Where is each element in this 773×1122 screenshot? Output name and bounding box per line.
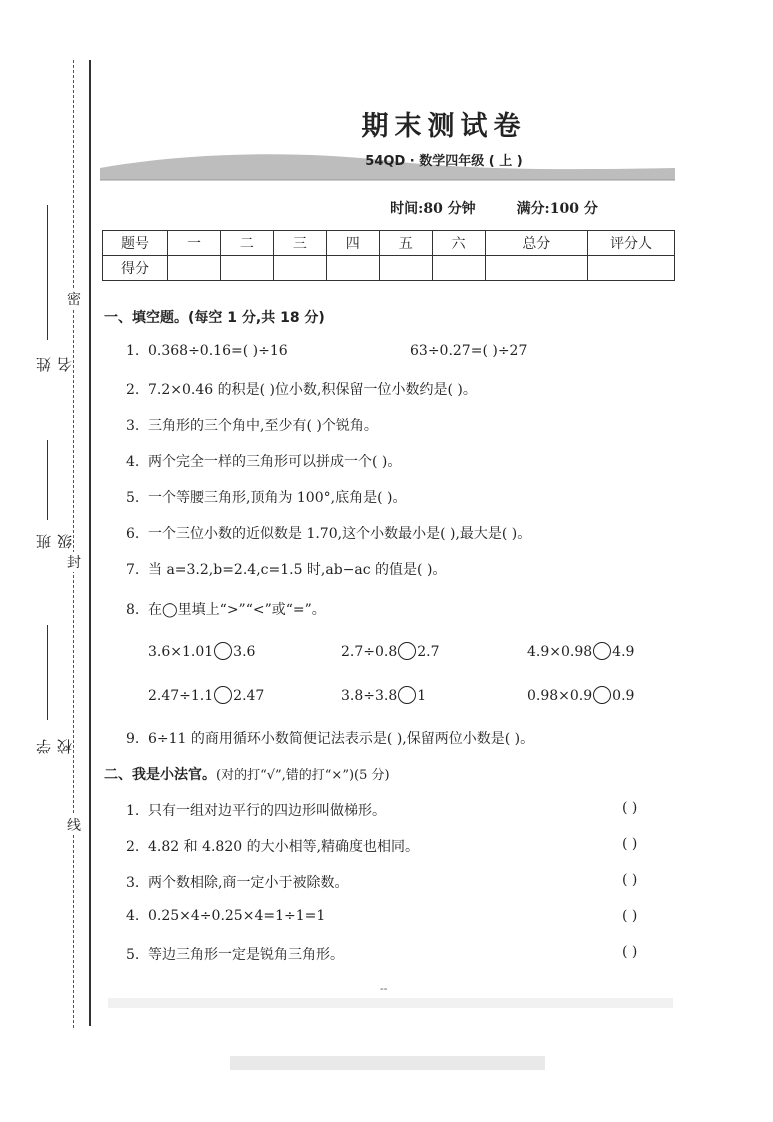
compare-right: 3.6	[233, 644, 256, 660]
question-number: 4.	[126, 908, 140, 924]
question-text: 0.25×4÷0.25×4=1÷1=1	[148, 908, 326, 924]
score-input-cell[interactable]	[168, 256, 221, 281]
question-text: 只有一组对边平行的四边形叫做梯形。	[148, 803, 386, 819]
compare-item	[148, 642, 255, 660]
compare-left: 0.98×0.9	[527, 688, 593, 704]
question-number: 7.	[126, 562, 140, 578]
question-number: 2.	[126, 382, 140, 398]
section2-title-text: 二、我是小法官。	[104, 767, 216, 783]
compare-right: 2.47	[233, 688, 265, 704]
exam-time: 时间:80 分钟	[390, 201, 476, 217]
compare-left: 4.9×0.98	[527, 644, 593, 660]
section1-title: 一、填空题。(每空 1 分,共 18 分)	[104, 310, 325, 326]
question-1-1	[126, 343, 288, 359]
score-input-cell[interactable]	[432, 256, 485, 281]
compare-right: 1	[417, 688, 427, 704]
score-cell: 二	[220, 231, 273, 256]
question-number: 9.	[126, 731, 140, 747]
score-input-cell[interactable]	[379, 256, 432, 281]
compare-item	[341, 642, 440, 660]
score-input-cell[interactable]	[273, 256, 326, 281]
class-label: 班级	[35, 530, 74, 549]
question-1-4	[126, 451, 401, 471]
compare-left: 2.7÷0.8	[341, 644, 398, 660]
question-text: 在◯里填上“>”“<”或“=”。	[148, 602, 326, 618]
compare-left: 3.8÷3.8	[341, 688, 398, 704]
score-cell: 题号	[103, 231, 168, 256]
seal-char-xian: 线	[64, 815, 84, 835]
compare-right: 0.9	[612, 688, 635, 704]
faded-footer-band	[108, 998, 673, 1008]
question-2-5	[126, 944, 344, 964]
score-cell: 三	[273, 231, 326, 256]
question-1-1b: 63÷0.27=( )÷27	[410, 343, 528, 359]
question-number: 1.	[126, 343, 140, 359]
question-text: 当 a=3.2,b=2.4,c=1.5 时,ab−ac 的值是( )。	[148, 562, 447, 578]
question-number: 5.	[126, 947, 140, 963]
answer-paren[interactable]: ( )	[622, 800, 638, 816]
compare-circle-input[interactable]	[398, 686, 416, 704]
compare-circle-input[interactable]	[593, 642, 611, 660]
question-2-4	[126, 908, 325, 924]
question-number: 2.	[126, 839, 140, 855]
score-cell: 得分	[103, 256, 168, 281]
name-underline	[47, 205, 48, 340]
school-label: 学校	[35, 735, 74, 754]
question-text: 三角形的三个角中,至少有( )个锐角。	[148, 418, 378, 434]
compare-item	[341, 686, 426, 704]
compare-circle-input[interactable]	[214, 686, 232, 704]
score-input-cell[interactable]	[326, 256, 379, 281]
question-text: 4.82 和 4.820 的大小相等,精确度也相同。	[148, 839, 420, 855]
name-label: 姓名	[35, 353, 74, 372]
exam-meta	[100, 198, 773, 218]
page-title: 期末测试卷	[361, 111, 527, 142]
question-number: 1.	[126, 803, 140, 819]
question-1-9	[126, 728, 534, 748]
class-underline	[47, 440, 48, 520]
question-1-8	[126, 599, 326, 619]
question-text: 两个数相除,商一定小于被除数。	[148, 875, 349, 891]
compare-circle-input[interactable]	[214, 642, 232, 660]
question-1-6	[126, 523, 531, 543]
compare-left: 2.47÷1.1	[148, 688, 214, 704]
answer-paren[interactable]: ( )	[622, 836, 638, 852]
question-text: 等边三角形一定是锐角三角形。	[148, 947, 344, 963]
seal-char-feng: 封	[64, 552, 84, 572]
question-text: 6÷11 的商用循环小数简便记法表示是( ),保留两位小数是( )。	[148, 731, 535, 747]
score-table-score-row	[103, 256, 675, 281]
binding-margin	[0, 0, 100, 1122]
question-1-5	[126, 487, 406, 507]
question-1-3	[126, 415, 378, 435]
answer-paren[interactable]: ( )	[622, 872, 638, 888]
question-text: 7.2×0.46 的积是( )位小数,积保留一位小数约是( )。	[148, 382, 477, 398]
page-subtitle: 54QD · 数学四年级 ( 上 )	[365, 154, 523, 169]
score-input-cell[interactable]	[220, 256, 273, 281]
section2-title	[104, 764, 390, 784]
score-cell: 一	[168, 231, 221, 256]
score-table	[102, 230, 675, 281]
page-number: --	[380, 982, 388, 995]
question-2-3	[126, 872, 348, 892]
question-1-7	[126, 559, 446, 579]
question-2-1	[126, 800, 386, 820]
score-cell: 四	[326, 231, 379, 256]
compare-item	[148, 686, 264, 704]
score-input-cell[interactable]	[588, 256, 675, 281]
score-cell: 总分	[485, 231, 587, 256]
blurred-watermark-bar	[230, 1056, 545, 1070]
question-number: 3.	[126, 875, 140, 891]
question-number: 6.	[126, 526, 140, 542]
compare-item	[527, 686, 634, 704]
score-input-cell[interactable]	[485, 256, 587, 281]
compare-item	[527, 642, 634, 660]
question-number: 5.	[126, 490, 140, 506]
margin-solid-line	[89, 60, 91, 1026]
score-table-header-row	[103, 231, 675, 256]
compare-left: 3.6×1.01	[148, 644, 214, 660]
answer-paren[interactable]: ( )	[622, 944, 638, 960]
question-number: 4.	[126, 454, 140, 470]
compare-right: 4.9	[612, 644, 635, 660]
score-cell: 六	[432, 231, 485, 256]
question-1-2	[126, 379, 477, 399]
question-text: 0.368÷0.16=( )÷16	[148, 343, 288, 359]
compare-circle-input[interactable]	[398, 642, 416, 660]
question-number: 8.	[126, 602, 140, 618]
compare-circle-input[interactable]	[593, 686, 611, 704]
question-text: 两个完全一样的三角形可以拼成一个( )。	[148, 454, 402, 470]
compare-right: 2.7	[417, 644, 440, 660]
answer-paren[interactable]: ( )	[622, 908, 638, 924]
score-cell: 评分人	[588, 231, 675, 256]
question-2-2	[126, 836, 419, 856]
question-number: 3.	[126, 418, 140, 434]
seal-char-mi: 密	[64, 289, 84, 309]
question-text: 一个三位小数的近似数是 1.70,这个小数最小是( ),最大是( )。	[148, 526, 532, 542]
score-cell: 五	[379, 231, 432, 256]
exam-full-score: 满分:100 分	[516, 201, 598, 217]
school-underline	[47, 625, 48, 720]
question-text: 一个等腰三角形,顶角为 100°,底角是( )。	[148, 490, 407, 506]
section2-note: (对的打“√”,错的打“×”)(5 分)	[216, 768, 390, 783]
